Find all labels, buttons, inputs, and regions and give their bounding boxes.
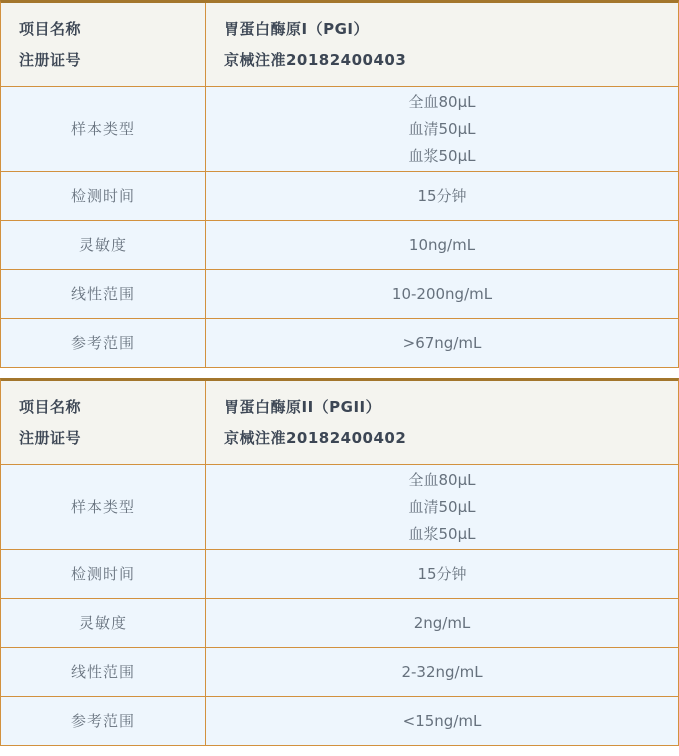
table-row	[1, 549, 678, 598]
header-label-cell	[1, 381, 206, 464]
sample-type-value: 血浆50μL	[408, 524, 476, 543]
row-value-cell	[206, 319, 678, 367]
reference-range-value: >67ng/mL	[402, 333, 482, 352]
table-row	[1, 318, 678, 367]
table-row	[1, 220, 678, 269]
row-value-cell	[206, 550, 678, 598]
table-row	[1, 269, 678, 318]
row-label-cell	[1, 172, 206, 220]
table-header-row	[1, 381, 678, 464]
sample-type-value: 血清50μL	[408, 497, 476, 516]
sensitivity-value: 10ng/mL	[408, 235, 476, 254]
registration-no-label: 注册证号	[19, 51, 82, 69]
row-value-cell	[206, 172, 678, 220]
row-label-cell	[1, 319, 206, 367]
table-row	[1, 647, 678, 696]
table-row	[1, 598, 678, 647]
table-row	[1, 464, 678, 549]
test-time-value: 15分钟	[417, 186, 467, 205]
row-label-cell	[1, 599, 206, 647]
header-value-cell	[206, 381, 678, 464]
sensitivity-label: 灵敏度	[78, 614, 127, 632]
sample-type-value: 全血80μL	[408, 92, 476, 111]
reference-range-label: 参考范围	[70, 334, 135, 352]
row-label-cell	[1, 697, 206, 745]
linear-range-label: 线性范围	[70, 663, 135, 681]
sample-type-value: 血清50μL	[408, 119, 476, 138]
header-value-cell	[206, 3, 678, 86]
sensitivity-value: 2ng/mL	[413, 613, 471, 632]
reference-range-value: <15ng/mL	[402, 711, 482, 730]
sample-type-value: 血浆50μL	[408, 146, 476, 165]
table-row	[1, 696, 678, 745]
project-name-label: 项目名称	[19, 398, 82, 416]
header-label-cell	[1, 3, 206, 86]
table-header-row	[1, 3, 678, 86]
sample-type-value: 全血80μL	[408, 470, 476, 489]
product-name: 胃蛋白酶原II（PGII）	[224, 398, 382, 416]
row-label-cell	[1, 550, 206, 598]
table-row	[1, 171, 678, 220]
row-label-cell	[1, 87, 206, 171]
row-label-cell	[1, 270, 206, 318]
row-value-cell	[206, 465, 678, 549]
row-value-cell	[206, 221, 678, 269]
reference-range-label: 参考范围	[70, 712, 135, 730]
sample-type-label: 样本类型	[70, 120, 135, 138]
test-time-label: 检测时间	[70, 187, 135, 205]
linear-range-value: 2-32ng/mL	[401, 662, 483, 681]
registration-no-label: 注册证号	[19, 429, 82, 447]
test-time-label: 检测时间	[70, 565, 135, 583]
sample-type-label: 样本类型	[70, 498, 135, 516]
row-value-cell	[206, 270, 678, 318]
row-value-cell	[206, 599, 678, 647]
row-label-cell	[1, 465, 206, 549]
row-value-cell	[206, 87, 678, 171]
registration-no: 京械注准20182400402	[224, 429, 407, 447]
row-value-cell	[206, 648, 678, 696]
spec-table-pgi	[0, 0, 679, 368]
spec-table-pgii	[0, 378, 679, 746]
product-name: 胃蛋白酶原I（PGI）	[224, 20, 369, 38]
registration-no: 京械注准20182400403	[224, 51, 407, 69]
linear-range-label: 线性范围	[70, 285, 135, 303]
test-time-value: 15分钟	[417, 564, 467, 583]
table-row	[1, 86, 678, 171]
project-name-label: 项目名称	[19, 20, 82, 38]
sensitivity-label: 灵敏度	[78, 236, 127, 254]
linear-range-value: 10-200ng/mL	[391, 284, 493, 303]
row-label-cell	[1, 648, 206, 696]
row-value-cell	[206, 697, 678, 745]
row-label-cell	[1, 221, 206, 269]
